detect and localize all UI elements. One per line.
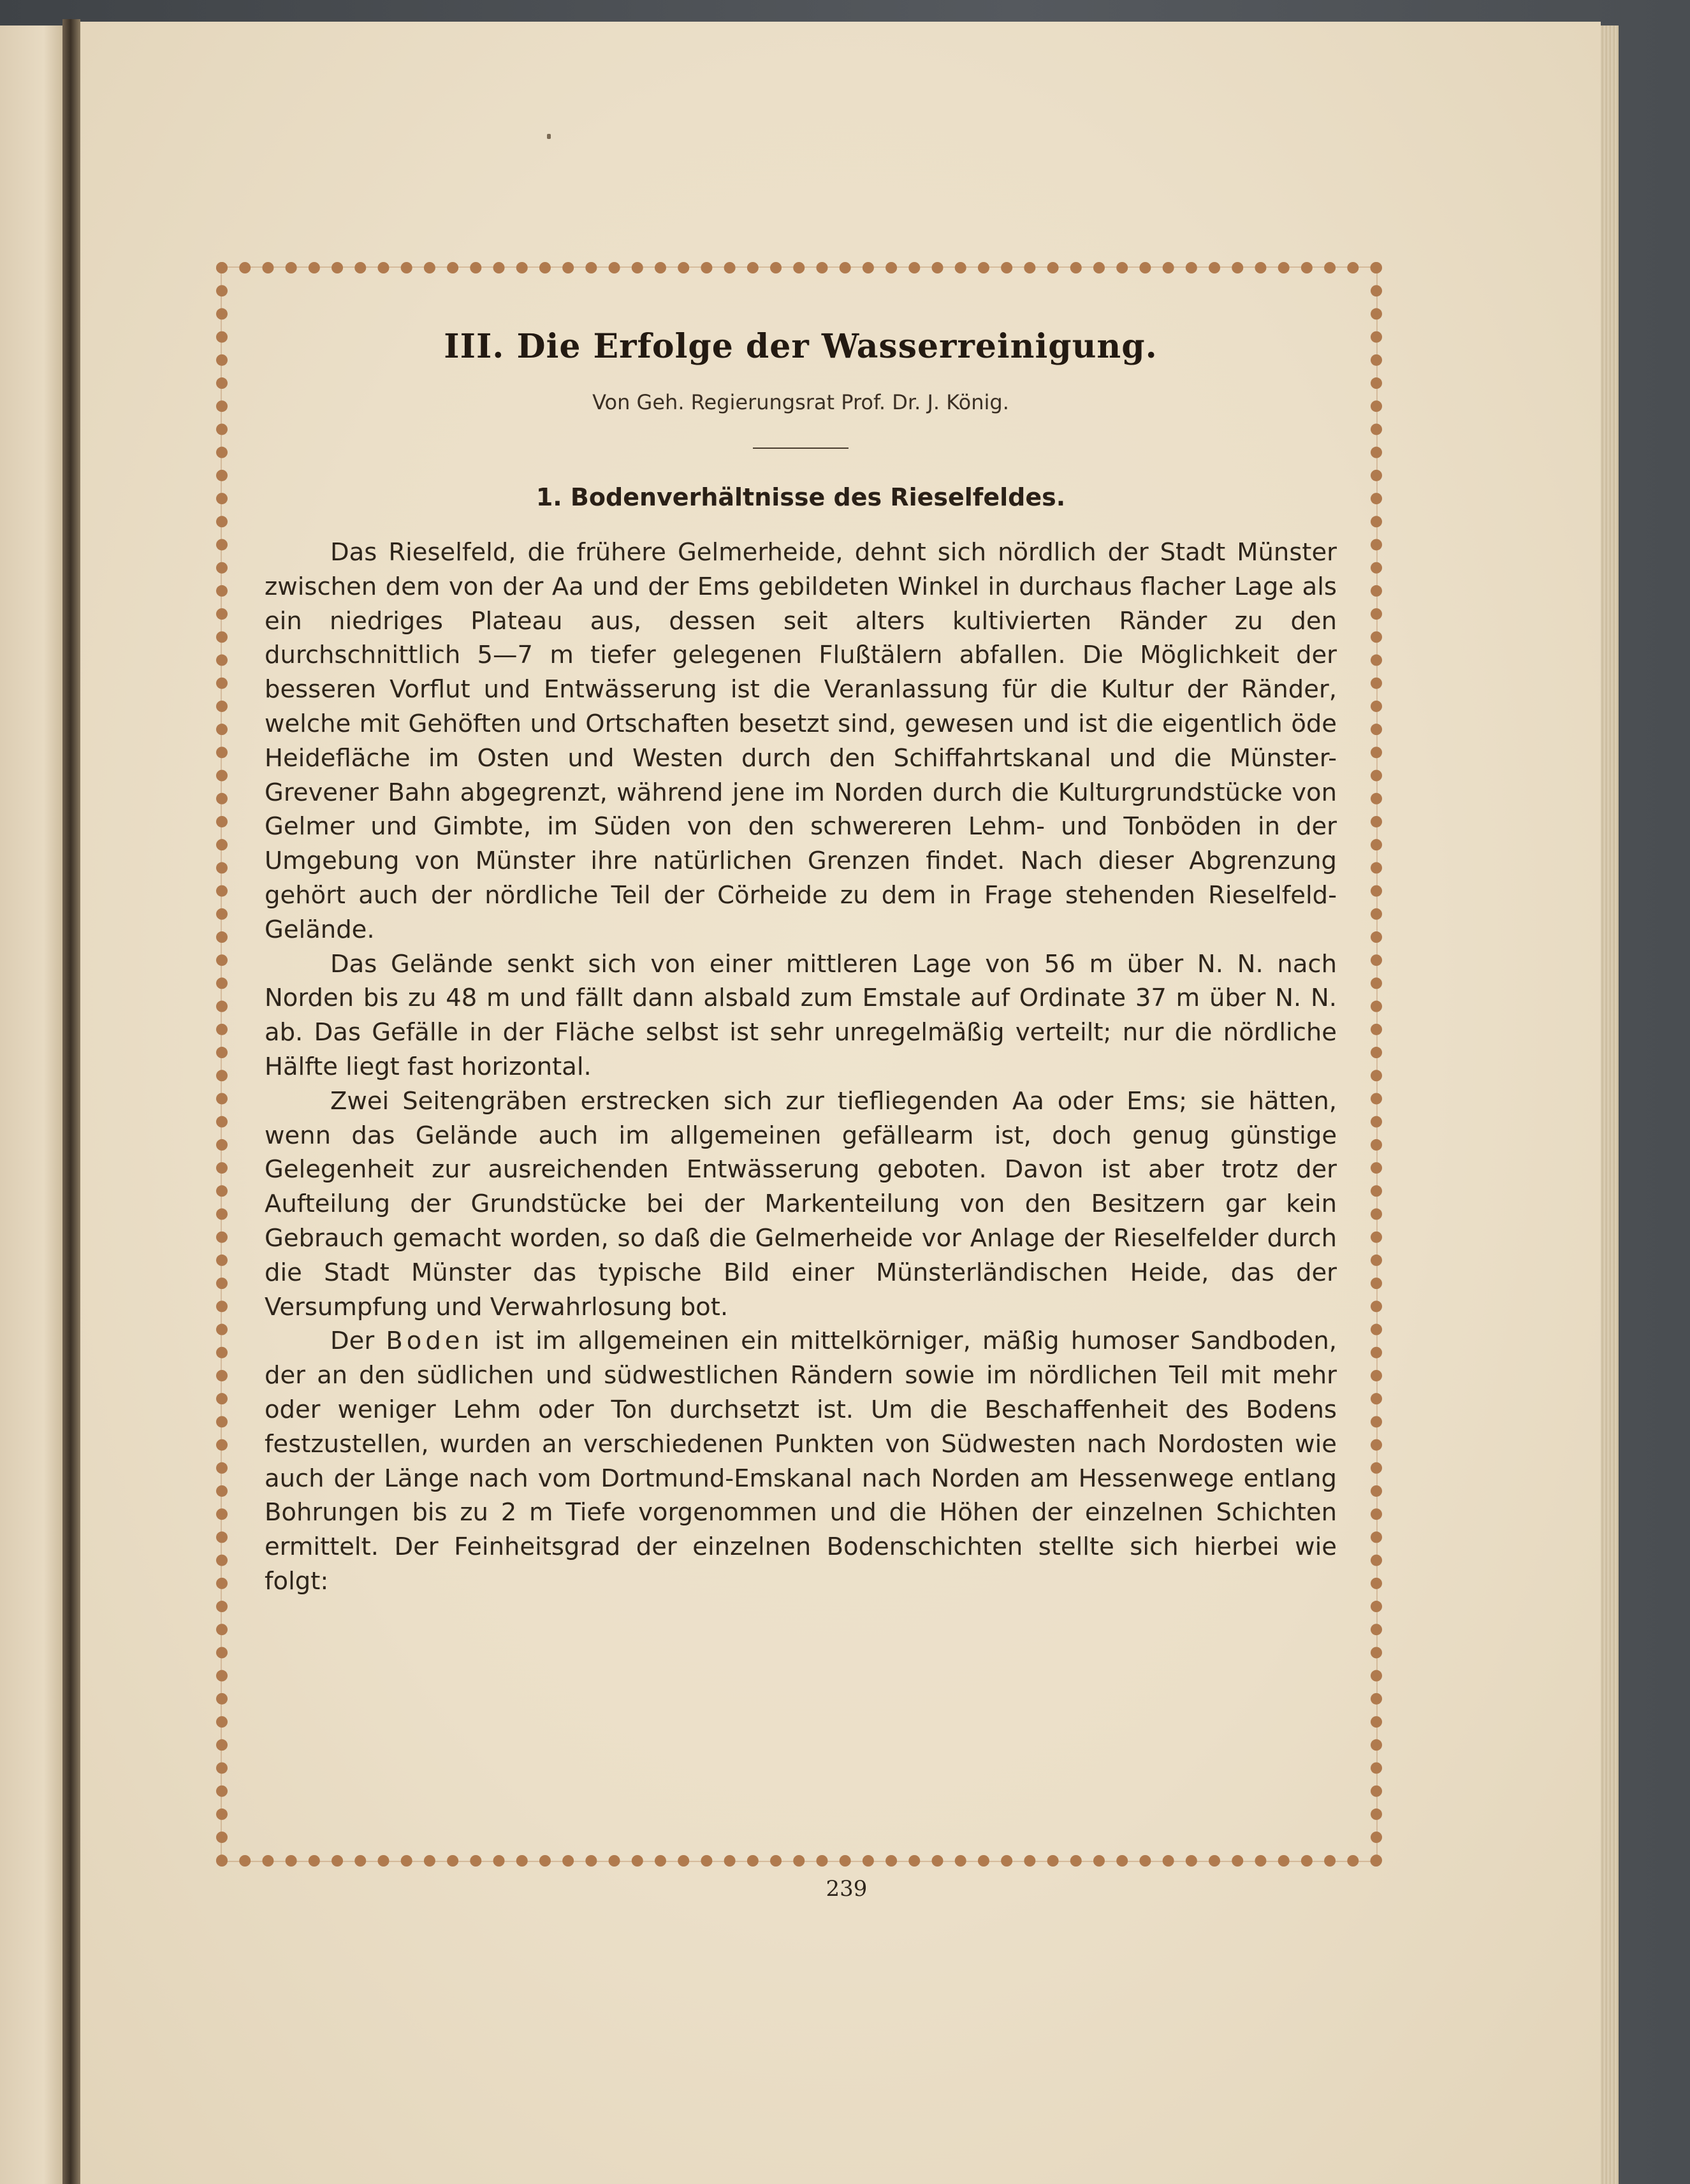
- spaced-keyword: Boden: [386, 1327, 483, 1356]
- paragraph-2: Das Gelände senkt sich von einer mittleren Lage von 56 m über N. N. nach Norden bis zu 48 m und fällt dann alsbald zum Emstale auf Ordinate 37 m über N. N. ab. Das Gefälle in der Fläche selbst ist sehr unregelmäßig verteilt; nur die nördliche Hälfte liegt fast horizontal.: [265, 949, 1337, 1081]
- page-stack-edge: [1601, 25, 1619, 2184]
- title-divider: [753, 448, 849, 449]
- page-content: [265, 300, 1337, 1830]
- page-number: 239: [826, 1876, 868, 1902]
- left-page-edge: [0, 25, 62, 2184]
- paragraph-1: Das Rieselfeld, die frühere Gelmerheide, dehnt sich nördlich der Stadt Münster zwischen dem von der Aa und der Ems gebildeten Winkel in durchaus flacher Lage als ein niedriges Plateau aus, dessen seit alters kultivierten Ränder zu den durchschnittlich 5—7 m tiefer gelegenen Flußtälern abfallen. Die Möglichkeit der besseren Vorflut und Entwässerung ist die Veranlassung für die Kultur der Ränder, welche mit Gehöften und Ortschaften besetzt sind, gewesen und ist die eigentlich öde Heidefläche im Osten und Westen durch den Schiffahrtskanal und die Münster-Grevener Bahn abgegrenzt, während jene im Norden durch die Kulturgrundstücke von Gelmer und Gimbte, im Süden von den schwereren Lehm- und Tonböden in der Umgebung von Münster ihre natürlichen Grenzen findet. Nach dieser Abgrenzung gehört auch der nördliche Teil der Cörheide zu dem in Frage stehenden Rieselfeld-Gelände.: [265, 538, 1337, 944]
- book-gutter: [62, 19, 80, 2184]
- paragraph-4-rest: ist im allgemeinen ein mittelkörniger, mäßig humoser Sandboden, der an den südlichen und südwestlichen Rändern sowie im nördlichen Teil mit mehr oder weniger Lehm oder Ton durchsetzt ist. Um die Beschaffenheit des Bodens festzustellen, wurden an verschiedenen Punkten von Südwesten nach Nordosten wie auch der Länge nach vom Dortmund-Emskanal nach Norden am Hessenwege entlang Bohrungen bis zu 2 m Tiefe vorgenommen und die Höhen der einzelnen Schichten ermittelt. Der Feinheitsgrad der einzelnen Bodenschichten stellte sich hierbei wie folgt:: [265, 1327, 1337, 1596]
- paragraph-3: Zwei Seitengräben erstrecken sich zur tiefliegenden Aa oder Ems; sie hätten, wenn das Gelände auch im allgemeinen gefällearm ist, doch genug günstige Gelegenheit zur ausreichenden Entwässerung geboten. Davon ist aber trotz der Aufteilung der Grundstücke bei der Markenteilung von den Besitzern gar kein Gebrauch gemacht worden, so daß die Gelmerheide vor Anlage der Rieselfelder durch die Stadt Münster das typische Bild einer Münsterländischen Heide, das der Versumpfung und Verwahrlosung bot.: [265, 1086, 1337, 1321]
- chapter-title: III. Die Erfolge der Wasserreinigung.: [444, 327, 1158, 366]
- paragraph-4-lead: Der: [330, 1327, 386, 1356]
- paragraph-4: [265, 1324, 1337, 1598]
- paper-speck: [547, 134, 551, 139]
- body-text: [265, 535, 1337, 1599]
- author-line: Von Geh. Regierungsrat Prof. Dr. J. König.: [592, 390, 1009, 414]
- section-title: 1. Bodenverhältnisse des Rieselfeldes.: [535, 483, 1066, 511]
